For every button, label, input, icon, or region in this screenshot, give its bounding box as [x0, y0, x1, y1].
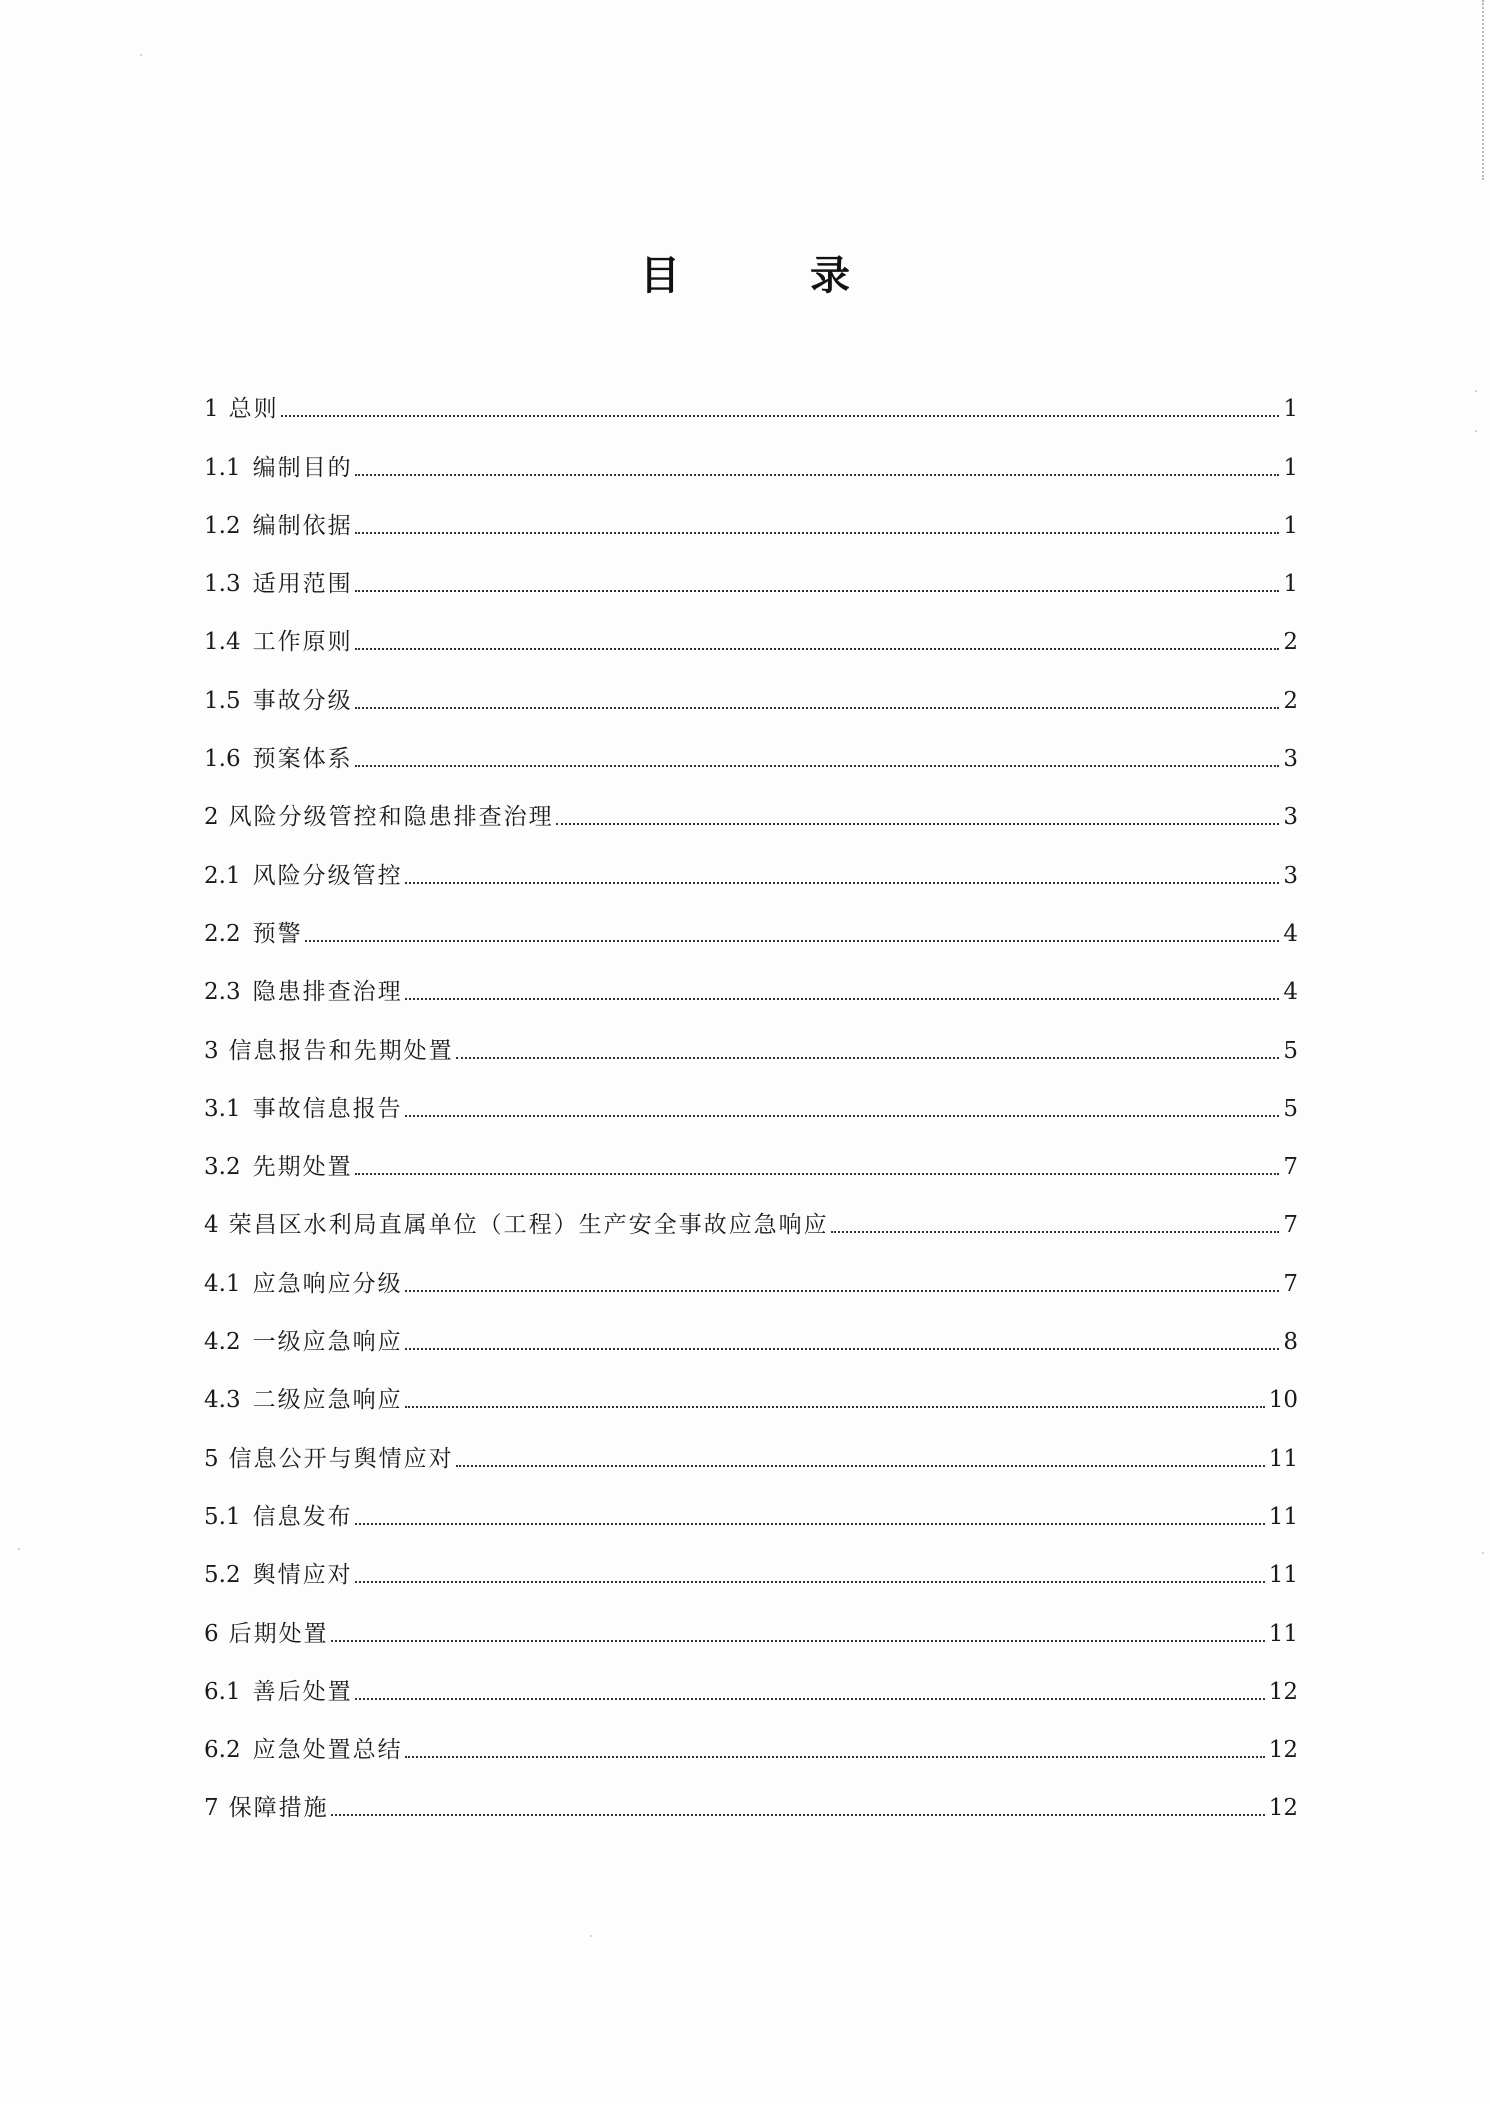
toc-entry-page-number: 12 — [1268, 1795, 1298, 1822]
toc-dot-leader — [355, 765, 1280, 767]
toc-dot-leader — [305, 940, 1280, 942]
toc-dot-leader — [281, 415, 1280, 417]
toc-entry-page-number: 1 — [1283, 396, 1298, 423]
toc-entry-page-number: 3 — [1283, 862, 1298, 889]
toc-entry — [204, 657, 1298, 715]
toc-entry-number: 2.3 — [204, 979, 241, 1006]
toc-entry-number: 7 — [204, 1795, 219, 1822]
toc-entry-number: 6.2 — [204, 1737, 241, 1764]
toc-entry-page-number: 7 — [1283, 1154, 1298, 1181]
toc-entry — [204, 1357, 1298, 1415]
toc-entry-page-number: 3 — [1283, 746, 1298, 773]
toc-entry-number: 1.1 — [204, 454, 241, 481]
toc-entry-page-number: 3 — [1283, 804, 1298, 831]
toc-entry — [204, 599, 1298, 657]
toc-dot-leader — [831, 1231, 1280, 1233]
scan-speck — [1475, 390, 1477, 392]
toc-entry-number: 3 — [204, 1037, 219, 1064]
toc-entry — [204, 1590, 1298, 1648]
toc-dot-leader — [456, 1465, 1265, 1467]
toc-dot-leader — [355, 648, 1280, 650]
toc-entry — [204, 832, 1298, 890]
toc-entry-page-number: 8 — [1283, 1329, 1298, 1356]
toc-entry — [204, 1474, 1298, 1532]
toc-entry-label: 应急响应分级 — [252, 1270, 403, 1297]
toc-entry-page-number: 12 — [1268, 1737, 1298, 1764]
toc-entry-number: 6 — [204, 1620, 219, 1647]
scan-speck — [18, 1548, 20, 1550]
toc-entry-label: 信息发布 — [252, 1503, 353, 1530]
toc-entry-label: 工作原则 — [252, 629, 353, 656]
table-of-contents — [204, 366, 1298, 1823]
toc-entry — [204, 1707, 1298, 1765]
toc-entry-label: 荣昌区水利局直属单位（工程）生产安全事故应急响应 — [228, 1212, 829, 1239]
toc-entry-page-number: 12 — [1268, 1678, 1298, 1705]
toc-entry-page-number: 1 — [1283, 512, 1298, 539]
toc-entry-label: 适用范围 — [252, 571, 353, 598]
toc-dot-leader — [556, 823, 1280, 825]
toc-dot-leader — [355, 1581, 1265, 1583]
toc-entry-page-number: 10 — [1268, 1387, 1298, 1414]
toc-entry-number: 1.6 — [204, 746, 241, 773]
toc-dot-leader — [456, 1057, 1280, 1059]
toc-entry-label: 保障措施 — [228, 1795, 329, 1822]
toc-entry-number: 3.1 — [204, 1095, 241, 1122]
toc-entry-label: 隐患排查治理 — [252, 979, 403, 1006]
toc-entry-label: 总则 — [228, 396, 279, 423]
toc-dot-leader — [405, 1406, 1265, 1408]
toc-entry-number: 1.5 — [204, 687, 241, 714]
toc-entry — [204, 1765, 1298, 1823]
toc-entry — [204, 1299, 1298, 1357]
toc-entry — [204, 1007, 1298, 1065]
toc-entry-label: 风险分级管控 — [252, 862, 403, 889]
toc-entry-number: 1.4 — [204, 629, 241, 656]
toc-entry-label: 事故分级 — [252, 687, 353, 714]
toc-entry-page-number: 1 — [1283, 454, 1298, 481]
toc-entry-label: 二级应急响应 — [252, 1387, 403, 1414]
toc-entry-number: 5 — [204, 1445, 219, 1472]
scan-speck — [590, 1935, 592, 1937]
toc-entry-page-number: 2 — [1283, 687, 1298, 714]
scan-speck — [140, 54, 142, 56]
toc-entry — [204, 1240, 1298, 1298]
toc-entry-number: 1 — [204, 396, 219, 423]
toc-entry-number: 4.3 — [204, 1387, 241, 1414]
toc-dot-leader — [355, 532, 1280, 534]
toc-entry-page-number: 11 — [1268, 1562, 1298, 1589]
toc-dot-leader — [405, 1115, 1280, 1117]
toc-entry — [204, 541, 1298, 599]
toc-entry-label: 后期处置 — [228, 1620, 329, 1647]
toc-dot-leader — [405, 1348, 1280, 1350]
toc-dot-leader — [355, 1698, 1265, 1700]
toc-dot-leader — [405, 998, 1280, 1000]
toc-entry — [204, 483, 1298, 541]
toc-entry-label: 信息报告和先期处置 — [228, 1037, 454, 1064]
toc-entry-number: 3.2 — [204, 1154, 241, 1181]
toc-entry-label: 事故信息报告 — [252, 1095, 403, 1122]
toc-entry-page-number: 2 — [1283, 629, 1298, 656]
toc-entry-number: 2 — [204, 804, 219, 831]
scan-edge-artifact — [1480, 0, 1484, 180]
toc-entry-page-number: 11 — [1268, 1445, 1298, 1472]
toc-entry-page-number: 7 — [1283, 1270, 1298, 1297]
toc-entry — [204, 774, 1298, 832]
toc-entry-page-number: 11 — [1268, 1503, 1298, 1530]
toc-entry-number: 5.1 — [204, 1503, 241, 1530]
toc-dot-leader — [355, 474, 1280, 476]
toc-entry-number: 2.2 — [204, 920, 241, 947]
toc-entry-number: 1.2 — [204, 512, 241, 539]
toc-entry — [204, 949, 1298, 1007]
toc-entry — [204, 1124, 1298, 1182]
toc-entry-number: 4.2 — [204, 1329, 241, 1356]
toc-entry-label: 先期处置 — [252, 1154, 353, 1181]
toc-entry-page-number: 1 — [1283, 571, 1298, 598]
toc-entry-number: 4.1 — [204, 1270, 241, 1297]
scan-speck — [1475, 430, 1477, 432]
toc-dot-leader — [331, 1814, 1265, 1816]
toc-dot-leader — [405, 1756, 1265, 1758]
toc-dot-leader — [355, 1523, 1265, 1525]
toc-entry-page-number: 5 — [1283, 1037, 1298, 1064]
toc-entry-label: 善后处置 — [252, 1678, 353, 1705]
toc-dot-leader — [355, 1173, 1280, 1175]
toc-dot-leader — [355, 590, 1280, 592]
toc-entry — [204, 1415, 1298, 1473]
toc-entry — [204, 1649, 1298, 1707]
toc-entry-page-number: 7 — [1283, 1212, 1298, 1239]
toc-entry-label: 风险分级管控和隐患排查治理 — [228, 804, 554, 831]
toc-entry — [204, 891, 1298, 949]
toc-entry-label: 信息公开与舆情应对 — [228, 1445, 454, 1472]
toc-dot-leader — [331, 1640, 1265, 1642]
toc-entry-label: 应急处置总结 — [252, 1737, 403, 1764]
toc-entry-label: 预警 — [252, 920, 303, 947]
toc-entry-label: 编制目的 — [252, 454, 353, 481]
toc-entry-label: 预案体系 — [252, 746, 353, 773]
page-title: 目 录 — [640, 252, 908, 299]
toc-entry — [204, 1066, 1298, 1124]
toc-entry-page-number: 4 — [1283, 979, 1298, 1006]
toc-entry-label: 舆情应对 — [252, 1562, 353, 1589]
toc-entry-number: 5.2 — [204, 1562, 241, 1589]
toc-entry — [204, 716, 1298, 774]
toc-entry — [204, 1532, 1298, 1590]
toc-entry-number: 1.3 — [204, 571, 241, 598]
toc-entry — [204, 1182, 1298, 1240]
toc-entry-label: 编制依据 — [252, 512, 353, 539]
toc-entry-page-number: 11 — [1268, 1620, 1298, 1647]
toc-entry — [204, 424, 1298, 482]
toc-entry — [204, 366, 1298, 424]
toc-entry-number: 4 — [204, 1212, 219, 1239]
toc-entry-page-number: 4 — [1283, 920, 1298, 947]
toc-entry-label: 一级应急响应 — [252, 1329, 403, 1356]
toc-dot-leader — [405, 1290, 1280, 1292]
scan-speck — [1482, 1552, 1484, 1554]
toc-entry-number: 6.1 — [204, 1678, 241, 1705]
toc-dot-leader — [405, 882, 1280, 884]
toc-entry-number: 2.1 — [204, 862, 241, 889]
toc-dot-leader — [355, 707, 1280, 709]
toc-entry-page-number: 5 — [1283, 1095, 1298, 1122]
